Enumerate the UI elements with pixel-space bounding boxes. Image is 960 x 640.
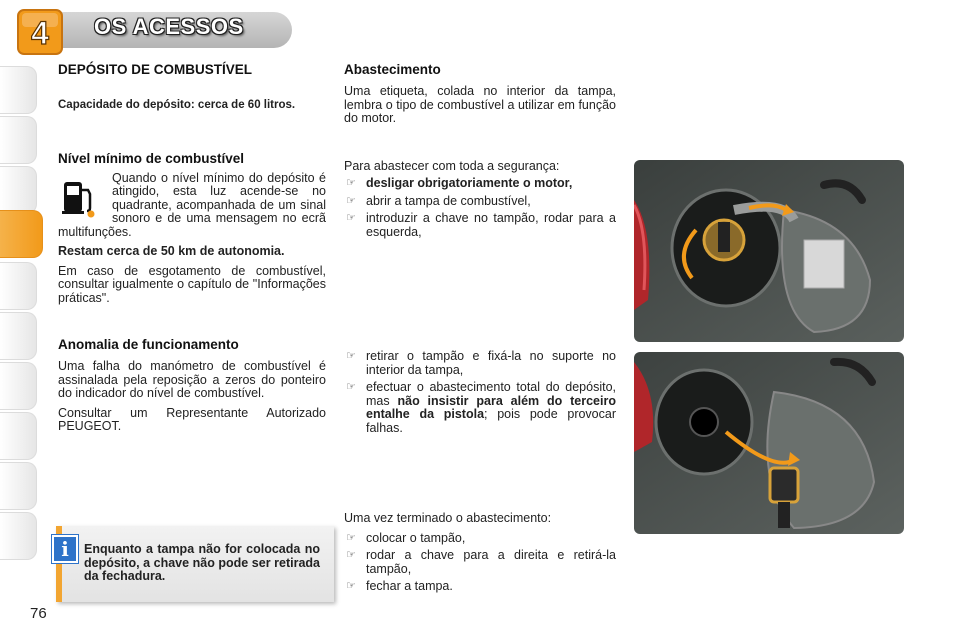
pointing-hand-icon: ☞ [346, 549, 356, 561]
steps-list-2 [344, 350, 616, 435]
step-turn-key: ☞ rodar a chave para a direita e retirá-la tampão, [346, 548, 616, 576]
side-tab-7[interactable] [0, 362, 37, 410]
step-fill-tank: ☞ efectuar o abastecimento total do depósito, mas não insistir para além do terceiro entalhe da pistola; pois pode provocar falhas. [346, 380, 616, 435]
chapter-badge [14, 6, 66, 58]
remaining-range: Restam cerca de 50 km de autonomia. [58, 244, 285, 258]
pointing-hand-icon: ☞ [346, 580, 356, 592]
right-column-bottom [344, 512, 616, 598]
fuel-tank-heading: DEPÓSITO DE COMBUSTÍVEL [58, 62, 253, 77]
pointing-hand-icon: ☞ [346, 381, 356, 393]
side-tab-6[interactable] [0, 312, 37, 360]
pointing-hand-icon: ☞ [346, 212, 356, 224]
contact-text: Consultar um Representante Autorizado PEUGEOT. [58, 405, 326, 433]
pointing-hand-icon: ☞ [346, 194, 356, 207]
min-level-block [58, 172, 326, 240]
side-tab-2[interactable] [0, 116, 37, 164]
step-hang-cap: ☞ retirar o tampão e fixá-la no suporte no interior da tampa, [346, 349, 616, 377]
refuel-heading: Abastecimento [344, 62, 441, 77]
step-stop-engine: ☞ desligar obrigatoriamente o motor, [346, 176, 573, 190]
after-intro: Uma vez terminado o abastecimento: [344, 511, 552, 525]
step-insert-key: ☞ introduzir a chave no tampão, rodar para a esquerda, [346, 211, 616, 239]
fuel-pump-icon [58, 176, 98, 220]
side-tab-3[interactable] [0, 166, 37, 214]
fuel-cap-key-photo [634, 160, 904, 342]
right-column-middle [344, 350, 616, 439]
min-level-heading: Nível mínimo de combustível [58, 150, 245, 166]
page-title: OS ACESSOS [94, 14, 244, 39]
chapter-number: 4 [31, 15, 49, 51]
capacity-text: Capacidade do depósito: cerca de 60 litros. [58, 99, 296, 111]
fuel-cap-hanging-photo [634, 352, 904, 534]
step-refit-cap: ☞ colocar o tampão, [346, 530, 466, 545]
runout-text: Em caso de esgotamento de combustível, consultar igualmente o capítulo de "Informações práticas". [58, 263, 326, 305]
page-number: 76 [30, 605, 47, 622]
malfunction-heading: Anomalia de funcionamento [58, 337, 239, 352]
label-text: Uma etiqueta, colada no interior da tampa, lembra o tipo de combustível a utilizar em função do motor. [344, 84, 616, 125]
side-tab-4-active[interactable] [0, 210, 43, 258]
safety-intro: Para abastecer com toda a segurança: [344, 158, 560, 173]
right-column [344, 62, 616, 243]
steps-list-3 [344, 532, 616, 594]
side-tab-10[interactable] [0, 512, 37, 560]
info-icon: i [52, 535, 78, 563]
side-tab-1[interactable] [0, 66, 37, 114]
step-close-flap: ☞ fechar a tampa. [346, 579, 453, 593]
side-tab-9[interactable] [0, 462, 37, 510]
pointing-hand-icon: ☞ [346, 531, 356, 544]
steps-list-1 [344, 177, 616, 239]
left-column [58, 62, 326, 434]
step-open-flap: ☞ abrir a tampa de combustível, [346, 193, 531, 208]
malfunction-text: Uma falha do manómetro de combustível é assinalada pela reposição a zeros do ponteiro do indicador do nível de combustível. [58, 359, 326, 400]
min-level-text: Quando o nível mínimo do depósito é atingido, esta luz acende-se no quadrante, acompanhada de um sinal sonoro e de uma mensagem no ecrã multifunções. [58, 170, 326, 239]
side-tab-5[interactable] [0, 262, 37, 310]
pointing-hand-icon: ☞ [346, 350, 356, 362]
info-text: Enquanto a tampa não for colocada no depósito, a chave não pode ser retirada da fechadura. [84, 542, 320, 583]
pointing-hand-icon: ☞ [346, 177, 356, 189]
side-tab-8[interactable] [0, 412, 37, 460]
